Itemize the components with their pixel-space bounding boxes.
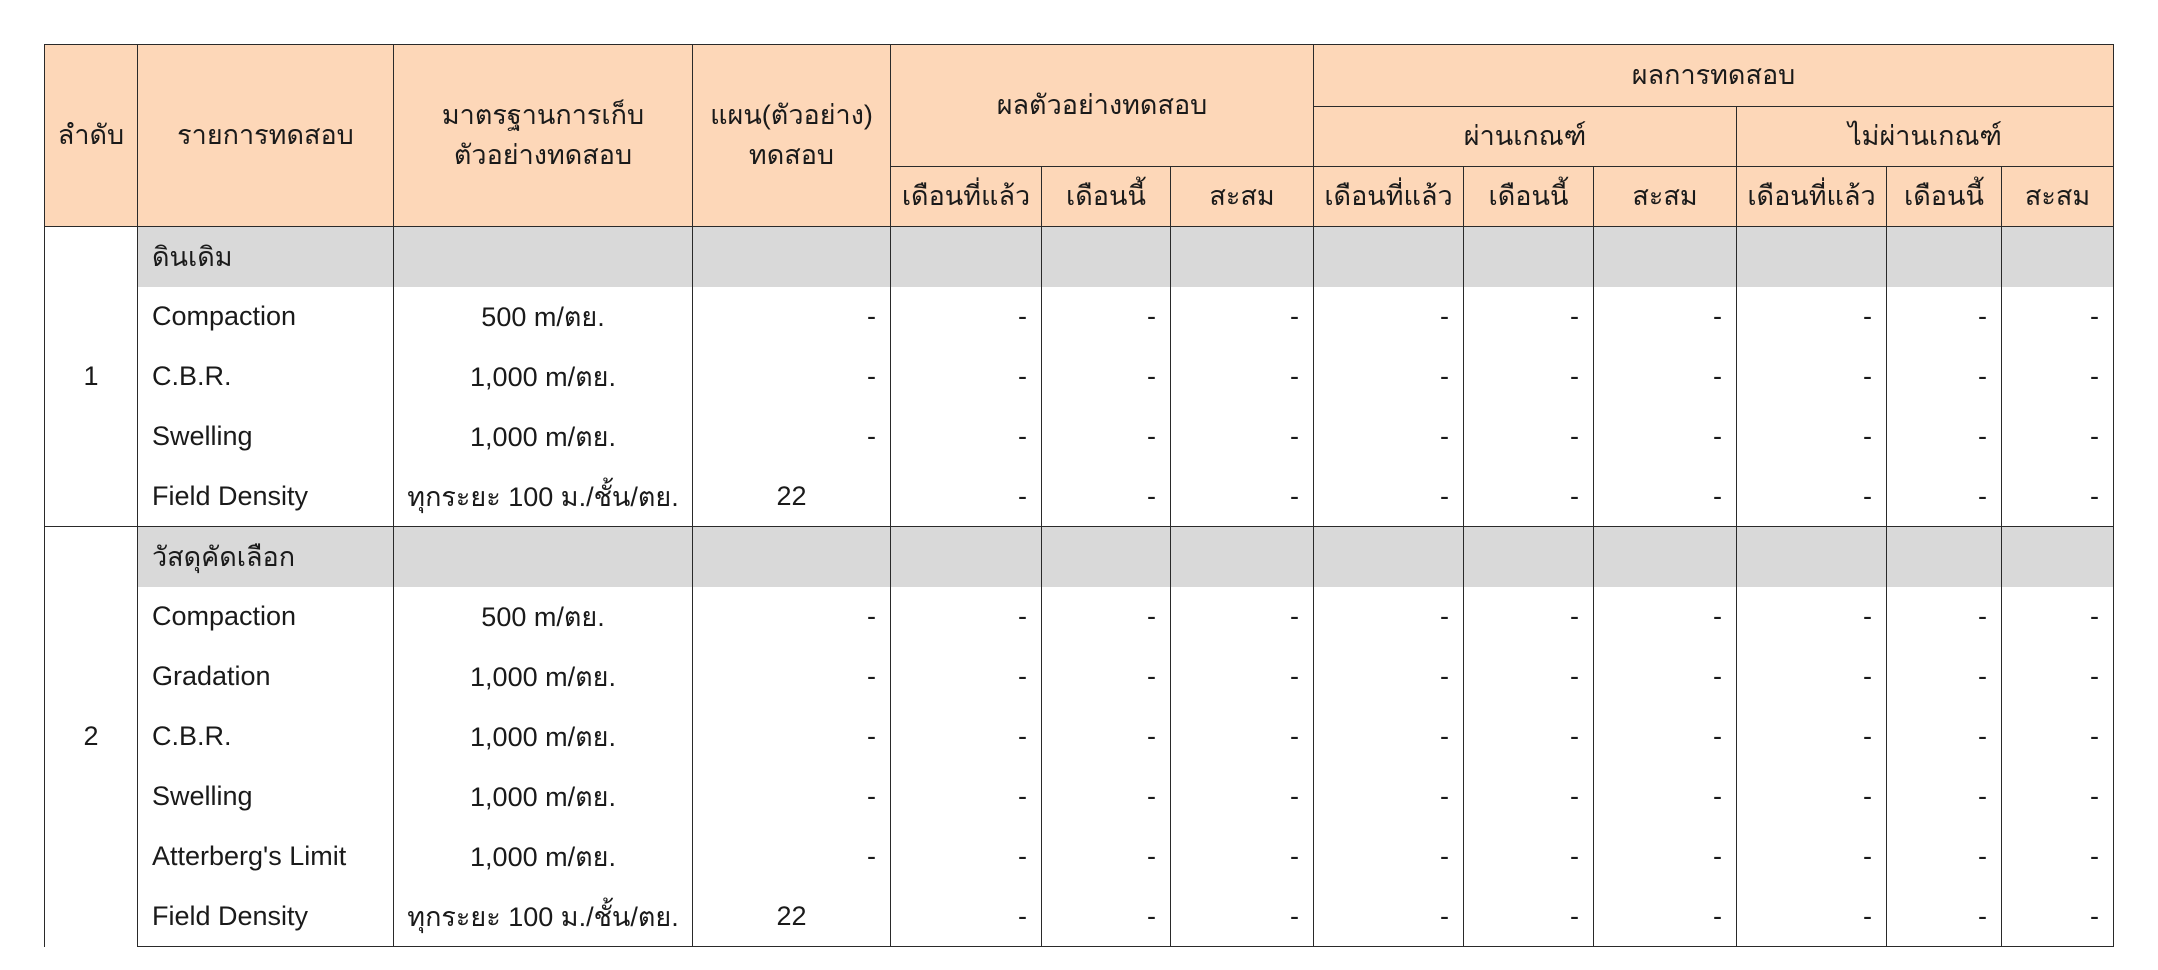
result-value: - [1171, 707, 1314, 767]
header-pass-last-month: เดือนที่แล้ว [1314, 167, 1464, 227]
sampling-standard: 500 m/ตย. [394, 287, 693, 347]
test-item-name: Swelling [138, 407, 394, 467]
result-value: - [1314, 647, 1464, 707]
plan-value: 22 [693, 887, 891, 947]
result-value: - [1171, 467, 1314, 527]
result-value: - [1464, 287, 1594, 347]
plan-value: - [693, 767, 891, 827]
table-row [45, 287, 2114, 347]
result-value: - [2002, 287, 2114, 347]
test-item-name: Field Density [138, 887, 394, 947]
header-fail-this-month: เดือนนี้ [1887, 167, 2002, 227]
result-value: - [2002, 347, 2114, 407]
result-value: - [1887, 647, 2002, 707]
result-value: - [1737, 767, 1887, 827]
result-value: - [1594, 467, 1737, 527]
result-value: - [1314, 707, 1464, 767]
result-value: - [1887, 707, 2002, 767]
table-row [45, 467, 2114, 527]
header-fail-cumulative: สะสม [2002, 167, 2114, 227]
category-empty-cell [1594, 527, 1737, 587]
category-empty-cell [1171, 527, 1314, 587]
category-empty-cell [1464, 527, 1594, 587]
result-value: - [1737, 407, 1887, 467]
result-value: - [1171, 647, 1314, 707]
plan-value: - [693, 407, 891, 467]
result-value: - [1464, 407, 1594, 467]
result-value: - [2002, 407, 2114, 467]
category-empty-cell [2002, 227, 2114, 287]
result-value: - [2002, 587, 2114, 647]
table-row [45, 647, 2114, 707]
table-row [45, 707, 2114, 767]
category-empty-cell [693, 527, 891, 587]
result-value: - [1042, 647, 1171, 707]
test-item-name: Atterberg's Limit [138, 827, 394, 887]
result-value: - [2002, 647, 2114, 707]
result-value: - [1314, 767, 1464, 827]
category-empty-cell [891, 227, 1042, 287]
category-row [45, 227, 2114, 287]
sampling-standard: 1,000 m/ตย. [394, 827, 693, 887]
result-value: - [1887, 767, 2002, 827]
result-value: - [1464, 647, 1594, 707]
category-empty-cell [1042, 527, 1171, 587]
result-value: - [2002, 827, 2114, 887]
result-value: - [2002, 767, 2114, 827]
result-value: - [891, 347, 1042, 407]
plan-value: - [693, 707, 891, 767]
sampling-standard: 500 m/ตย. [394, 587, 693, 647]
category-empty-cell [1737, 227, 1887, 287]
result-value: - [1594, 587, 1737, 647]
header-sampling-standard: มาตรฐานการเก็บ ตัวอย่างทดสอบ [394, 45, 693, 227]
category-empty-cell [1171, 227, 1314, 287]
result-value: - [2002, 887, 2114, 947]
header-fail-last-month: เดือนที่แล้ว [1737, 167, 1887, 227]
result-value: - [1314, 827, 1464, 887]
result-value: - [1594, 647, 1737, 707]
result-value: - [1042, 467, 1171, 527]
header-sample-cumulative: สะสม [1171, 167, 1314, 227]
result-value: - [1314, 587, 1464, 647]
header-pass-cumulative: สะสม [1594, 167, 1737, 227]
table-row [45, 407, 2114, 467]
plan-value: 22 [693, 467, 891, 527]
result-value: - [1314, 887, 1464, 947]
category-empty-cell [394, 227, 693, 287]
table-row [45, 827, 2114, 887]
table-header [45, 45, 2114, 227]
result-value: - [1594, 287, 1737, 347]
test-item-name: Compaction [138, 587, 394, 647]
result-value: - [2002, 467, 2114, 527]
table-row [45, 587, 2114, 647]
result-value: - [1171, 347, 1314, 407]
plan-value: - [693, 827, 891, 887]
result-value: - [1594, 407, 1737, 467]
test-item-name: Swelling [138, 767, 394, 827]
header-sample-last-month: เดือนที่แล้ว [891, 167, 1042, 227]
result-value: - [891, 287, 1042, 347]
sampling-standard: 1,000 m/ตย. [394, 347, 693, 407]
sampling-standard: 1,000 m/ตย. [394, 767, 693, 827]
result-value: - [1314, 467, 1464, 527]
result-value: - [1464, 827, 1594, 887]
test-item-name: Field Density [138, 467, 394, 527]
result-value: - [1737, 347, 1887, 407]
result-value: - [1042, 887, 1171, 947]
result-value: - [1737, 827, 1887, 887]
result-value: - [1594, 827, 1737, 887]
sampling-standard: 1,000 m/ตย. [394, 707, 693, 767]
result-value: - [891, 887, 1042, 947]
plan-value: - [693, 647, 891, 707]
category-empty-cell [1737, 527, 1887, 587]
result-value: - [1171, 827, 1314, 887]
header-fail: ไม่ผ่านเกณฑ์ [1737, 107, 2114, 167]
result-value: - [1042, 827, 1171, 887]
category-empty-cell [1594, 227, 1737, 287]
group-index: 2 [45, 527, 138, 947]
header-test-item: รายการทดสอบ [138, 45, 394, 227]
category-empty-cell [1314, 227, 1464, 287]
result-value: - [1887, 407, 2002, 467]
sampling-standard: ทุกระยะ 100 ม./ชั้น/ตย. [394, 467, 693, 527]
header-sample-results: ผลตัวอย่างทดสอบ [891, 45, 1314, 167]
result-value: - [1737, 587, 1887, 647]
table-row [45, 347, 2114, 407]
result-value: - [891, 407, 1042, 467]
result-value: - [1594, 887, 1737, 947]
table-body [45, 227, 2114, 947]
result-value: - [1464, 467, 1594, 527]
category-empty-cell [1887, 227, 2002, 287]
result-value: - [1042, 707, 1171, 767]
sampling-standard: 1,000 m/ตย. [394, 647, 693, 707]
result-value: - [1887, 347, 2002, 407]
result-value: - [1042, 347, 1171, 407]
result-value: - [1042, 587, 1171, 647]
test-item-name: C.B.R. [138, 347, 394, 407]
result-value: - [1464, 887, 1594, 947]
header-sample-this-month: เดือนนี้ [1042, 167, 1171, 227]
result-value: - [1464, 767, 1594, 827]
header-test-results: ผลการทดสอบ [1314, 45, 2114, 107]
result-value: - [1314, 407, 1464, 467]
category-empty-cell [1314, 527, 1464, 587]
sampling-standard: ทุกระยะ 100 ม./ชั้น/ตย. [394, 887, 693, 947]
result-value: - [1737, 467, 1887, 527]
result-value: - [1737, 287, 1887, 347]
category-label: วัสดุคัดเลือก [138, 527, 394, 587]
result-value: - [1737, 707, 1887, 767]
category-empty-cell [1887, 527, 2002, 587]
result-value: - [891, 707, 1042, 767]
category-empty-cell [1464, 227, 1594, 287]
test-item-name: C.B.R. [138, 707, 394, 767]
result-value: - [1594, 707, 1737, 767]
category-empty-cell [394, 527, 693, 587]
result-value: - [1887, 587, 2002, 647]
result-value: - [1594, 767, 1737, 827]
test-results-table [44, 44, 2114, 947]
result-value: - [1887, 887, 2002, 947]
test-item-name: Compaction [138, 287, 394, 347]
header-pass: ผ่านเกณฑ์ [1314, 107, 1737, 167]
result-value: - [1464, 587, 1594, 647]
table-row [45, 767, 2114, 827]
result-value: - [1464, 707, 1594, 767]
plan-value: - [693, 287, 891, 347]
result-value: - [1171, 587, 1314, 647]
result-value: - [1042, 767, 1171, 827]
test-item-name: Gradation [138, 647, 394, 707]
result-value: - [1042, 287, 1171, 347]
result-value: - [2002, 707, 2114, 767]
result-value: - [1171, 407, 1314, 467]
result-value: - [1464, 347, 1594, 407]
result-value: - [1594, 347, 1737, 407]
result-value: - [1737, 647, 1887, 707]
result-value: - [1314, 347, 1464, 407]
category-empty-cell [891, 527, 1042, 587]
group-index: 1 [45, 227, 138, 527]
result-value: - [1171, 287, 1314, 347]
result-value: - [891, 827, 1042, 887]
header-pass-this-month: เดือนนี้ [1464, 167, 1594, 227]
result-value: - [891, 767, 1042, 827]
result-value: - [1887, 467, 2002, 527]
result-value: - [1171, 887, 1314, 947]
result-value: - [1314, 287, 1464, 347]
category-empty-cell [1042, 227, 1171, 287]
result-value: - [891, 587, 1042, 647]
plan-value: - [693, 347, 891, 407]
result-value: - [1171, 767, 1314, 827]
plan-value: - [693, 587, 891, 647]
header-order: ลำดับ [45, 45, 138, 227]
category-row [45, 527, 2114, 587]
result-value: - [1737, 887, 1887, 947]
result-value: - [1887, 827, 2002, 887]
category-label: ดินเดิม [138, 227, 394, 287]
category-empty-cell [2002, 527, 2114, 587]
result-value: - [1042, 407, 1171, 467]
result-value: - [1887, 287, 2002, 347]
result-value: - [891, 647, 1042, 707]
result-value: - [891, 467, 1042, 527]
sampling-standard: 1,000 m/ตย. [394, 407, 693, 467]
category-empty-cell [693, 227, 891, 287]
header-plan: แผน(ตัวอย่าง) ทดสอบ [693, 45, 891, 227]
table-row [45, 887, 2114, 947]
